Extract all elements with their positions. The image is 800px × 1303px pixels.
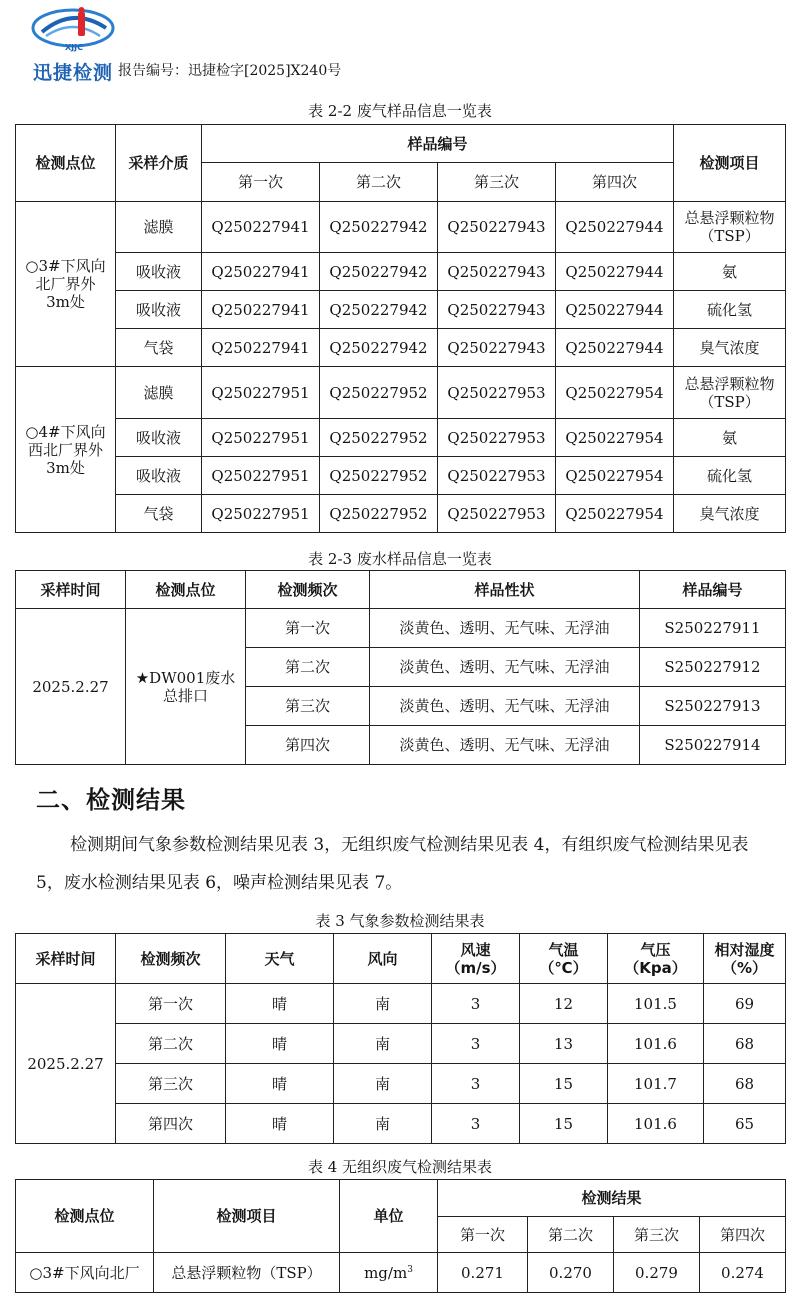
table3-freq: 第一次 <box>116 984 226 1024</box>
table22 <box>15 124 786 533</box>
table4-point: ○3#下风向北厂 <box>16 1253 154 1293</box>
table22-id: Q250227954 <box>556 367 674 419</box>
table22-id: Q250227944 <box>556 329 674 367</box>
table22-medium: 吸收液 <box>116 457 202 495</box>
table22-id: Q250227951 <box>202 419 320 457</box>
table22-item: 臭气浓度 <box>674 329 786 367</box>
table22-caption: 表 2-2 废气样品信息一览表 <box>308 102 492 120</box>
table3-weather: 晴 <box>226 1064 334 1104</box>
table22-id: Q250227953 <box>438 419 556 457</box>
table3-weather: 晴 <box>226 984 334 1024</box>
table22-id: Q250227954 <box>556 457 674 495</box>
table23-freq: 第四次 <box>246 726 370 765</box>
table3-temp: 15 <box>520 1064 608 1104</box>
table22-id: Q250227941 <box>202 329 320 367</box>
table22-header-point: 检测点位 <box>16 125 116 202</box>
table22-id: Q250227943 <box>438 202 556 253</box>
table23-freq: 第一次 <box>246 609 370 648</box>
table22-point-3: ○3#下风向北厂界外3m处 <box>16 202 116 367</box>
table22-item: 总悬浮颗粒物（TSP） <box>674 202 786 253</box>
table3-wind-speed: 3 <box>432 984 520 1024</box>
table22-header-item: 检测项目 <box>674 125 786 202</box>
table4-value: 0.279 <box>614 1253 700 1293</box>
table3-wind-dir: 南 <box>334 984 432 1024</box>
table22-medium: 滤膜 <box>116 202 202 253</box>
table3-pressure: 101.7 <box>608 1064 704 1104</box>
table3-temp: 12 <box>520 984 608 1024</box>
table22-time-header: 第四次 <box>556 163 674 202</box>
table-row <box>16 202 786 253</box>
table22-id: Q250227943 <box>438 291 556 329</box>
table22-id: Q250227944 <box>556 253 674 291</box>
table3-header-temp <box>520 934 608 984</box>
table22-id: Q250227954 <box>556 495 674 533</box>
table23-desc: 淡黄色、透明、无气味、无浮油 <box>370 609 640 648</box>
table3-wind-dir: 南 <box>334 1064 432 1104</box>
table22-item: 硫化氢 <box>674 291 786 329</box>
table22-id: Q250227944 <box>556 202 674 253</box>
table23-freq: 第三次 <box>246 687 370 726</box>
table23-time: 2025.2.27 <box>16 609 126 765</box>
table22-item: 臭气浓度 <box>674 495 786 533</box>
table3-wind-speed: 3 <box>432 1024 520 1064</box>
table23-id: S250227913 <box>640 687 786 726</box>
table22-id: Q250227952 <box>320 495 438 533</box>
table23-header-id: 样品编号 <box>640 571 786 609</box>
table4-header-point: 检测点位 <box>16 1180 154 1253</box>
table3-temp: 13 <box>520 1024 608 1064</box>
table23-desc: 淡黄色、透明、无气味、无浮油 <box>370 648 640 687</box>
table4-caption: 表 4 无组织废气检测结果表 <box>307 1158 493 1176</box>
table4 <box>15 1179 786 1293</box>
table3-temp: 15 <box>520 1104 608 1144</box>
table-row <box>16 1024 786 1064</box>
table-row <box>16 291 786 329</box>
table22-item: 硫化氢 <box>674 457 786 495</box>
table3-header-pressure <box>608 934 704 984</box>
table3-time: 2025.2.27 <box>16 984 116 1144</box>
table4-header-item: 检测项目 <box>154 1180 340 1253</box>
table4-time-header: 第四次 <box>700 1217 786 1253</box>
table22-header-medium: 采样介质 <box>116 125 202 202</box>
table-row <box>16 1253 786 1293</box>
table23-freq: 第二次 <box>246 648 370 687</box>
temp-unit: （℃） <box>539 958 588 977</box>
temp-label: 气温 <box>548 940 579 959</box>
table22-time-header: 第三次 <box>438 163 556 202</box>
table3-weather: 晴 <box>226 1104 334 1144</box>
table23-desc: 淡黄色、透明、无气味、无浮油 <box>370 687 640 726</box>
table22-id: Q250227942 <box>320 329 438 367</box>
table23-desc: 淡黄色、透明、无气味、无浮油 <box>370 726 640 765</box>
table3 <box>15 933 786 1144</box>
table22-id: Q250227941 <box>202 253 320 291</box>
table-row <box>16 1064 786 1104</box>
table22-medium: 吸收液 <box>116 419 202 457</box>
table3-header-humidity <box>704 934 786 984</box>
table22-item: 氨 <box>674 419 786 457</box>
table4-header-unit: 单位 <box>340 1180 438 1253</box>
table22-id: Q250227942 <box>320 291 438 329</box>
table3-freq: 第二次 <box>116 1024 226 1064</box>
logo-sub-text: XJJC <box>65 43 83 52</box>
table-row <box>16 253 786 291</box>
table3-wind-speed: 3 <box>432 1064 520 1104</box>
table23-point: ★DW001废水总排口 <box>126 609 246 765</box>
table22-medium: 滤膜 <box>116 367 202 419</box>
table-row <box>16 367 786 419</box>
table4-value: 0.274 <box>700 1253 786 1293</box>
table-row <box>16 1104 786 1144</box>
table22-id: Q250227942 <box>320 202 438 253</box>
table-row <box>16 329 786 367</box>
table22-id: Q250227943 <box>438 253 556 291</box>
table3-humidity: 68 <box>704 1064 786 1104</box>
table4-time-header: 第三次 <box>614 1217 700 1253</box>
humidity-unit: （%） <box>721 958 768 977</box>
table3-freq: 第四次 <box>116 1104 226 1144</box>
table22-header-sample: 样品编号 <box>202 125 674 163</box>
table3-pressure: 101.5 <box>608 984 704 1024</box>
table-row <box>16 419 786 457</box>
table22-item: 总悬浮颗粒物（TSP） <box>674 367 786 419</box>
table-row <box>16 457 786 495</box>
table3-wind-dir: 南 <box>334 1104 432 1144</box>
logo-text: 迅捷检测 <box>32 62 113 84</box>
table-row <box>16 609 786 648</box>
table3-freq: 第三次 <box>116 1064 226 1104</box>
table22-time-header: 第二次 <box>320 163 438 202</box>
table23-header-point: 检测点位 <box>126 571 246 609</box>
pressure-label: 气压 <box>640 940 671 959</box>
table22-id: Q250227942 <box>320 253 438 291</box>
table23 <box>15 570 786 765</box>
table23-id: S250227911 <box>640 609 786 648</box>
table3-header-freq: 检测频次 <box>116 934 226 984</box>
table3-caption: 表 3 气象参数检测结果表 <box>315 912 485 930</box>
table23-id: S250227912 <box>640 648 786 687</box>
table22-id: Q250227952 <box>320 367 438 419</box>
table22-item: 氨 <box>674 253 786 291</box>
table22-id: Q250227953 <box>438 457 556 495</box>
table3-header-time: 采样时间 <box>16 934 116 984</box>
table4-unit-sup: 3 <box>407 1264 413 1275</box>
table22-id: Q250227954 <box>556 419 674 457</box>
table4-unit-base: mg/m <box>364 1263 408 1282</box>
logo-icon <box>28 6 118 54</box>
table3-pressure: 101.6 <box>608 1104 704 1144</box>
table4-time-header: 第二次 <box>528 1217 614 1253</box>
pressure-unit: （Kpa） <box>624 958 687 977</box>
table22-medium: 吸收液 <box>116 253 202 291</box>
wind-speed-label: 风速 <box>460 940 491 959</box>
table4-header-result: 检测结果 <box>438 1180 786 1217</box>
table22-medium: 气袋 <box>116 329 202 367</box>
table22-id: Q250227943 <box>438 329 556 367</box>
table22-id: Q250227944 <box>556 291 674 329</box>
table22-id: Q250227951 <box>202 367 320 419</box>
table3-wind-dir: 南 <box>334 1024 432 1064</box>
section-paragraph: 检测期间气象参数检测结果见表 3，无组织废气检测结果见表 4，有组织废气检测结果见表 5，废水检测结果见表 6，噪声检测结果见表 7。 <box>36 835 749 893</box>
table22-id: Q250227951 <box>202 495 320 533</box>
table23-header-desc: 样品性状 <box>370 571 640 609</box>
table3-header-wind-speed <box>432 934 520 984</box>
table23-id: S250227914 <box>640 726 786 765</box>
table22-medium: 吸收液 <box>116 291 202 329</box>
table3-weather: 晴 <box>226 1024 334 1064</box>
table-row <box>16 495 786 533</box>
table22-id: Q250227953 <box>438 367 556 419</box>
table23-header-time: 采样时间 <box>16 571 126 609</box>
table3-wind-speed: 3 <box>432 1104 520 1144</box>
table23-caption: 表 2-3 废水样品信息一览表 <box>308 550 492 568</box>
table22-point-4: ○4#下风向西北厂界外3m处 <box>16 367 116 533</box>
table22-time-header: 第一次 <box>202 163 320 202</box>
table22-id: Q250227941 <box>202 291 320 329</box>
table4-value: 0.270 <box>528 1253 614 1293</box>
table22-id: Q250227941 <box>202 202 320 253</box>
table4-value: 0.271 <box>438 1253 528 1293</box>
table23-header-freq: 检测频次 <box>246 571 370 609</box>
table22-id: Q250227951 <box>202 457 320 495</box>
table3-humidity: 65 <box>704 1104 786 1144</box>
table3-pressure: 101.6 <box>608 1024 704 1064</box>
section-heading: 二、检测结果 <box>36 786 186 814</box>
table3-humidity: 68 <box>704 1024 786 1064</box>
company-logo <box>28 6 118 82</box>
table22-medium: 气袋 <box>116 495 202 533</box>
table22-id: Q250227952 <box>320 457 438 495</box>
table-row <box>16 984 786 1024</box>
table4-unit <box>340 1253 438 1293</box>
table3-header-weather: 天气 <box>226 934 334 984</box>
table22-id: Q250227952 <box>320 419 438 457</box>
wind-speed-unit: （m/s） <box>445 958 506 977</box>
table3-header-wind-dir: 风向 <box>334 934 432 984</box>
report-number: 报告编号：迅捷检字[2025]X240号 <box>118 63 342 79</box>
table4-time-header: 第一次 <box>438 1217 528 1253</box>
table22-id: Q250227953 <box>438 495 556 533</box>
humidity-label: 相对湿度 <box>714 940 775 959</box>
table4-item: 总悬浮颗粒物（TSP） <box>154 1253 340 1293</box>
table3-humidity: 69 <box>704 984 786 1024</box>
